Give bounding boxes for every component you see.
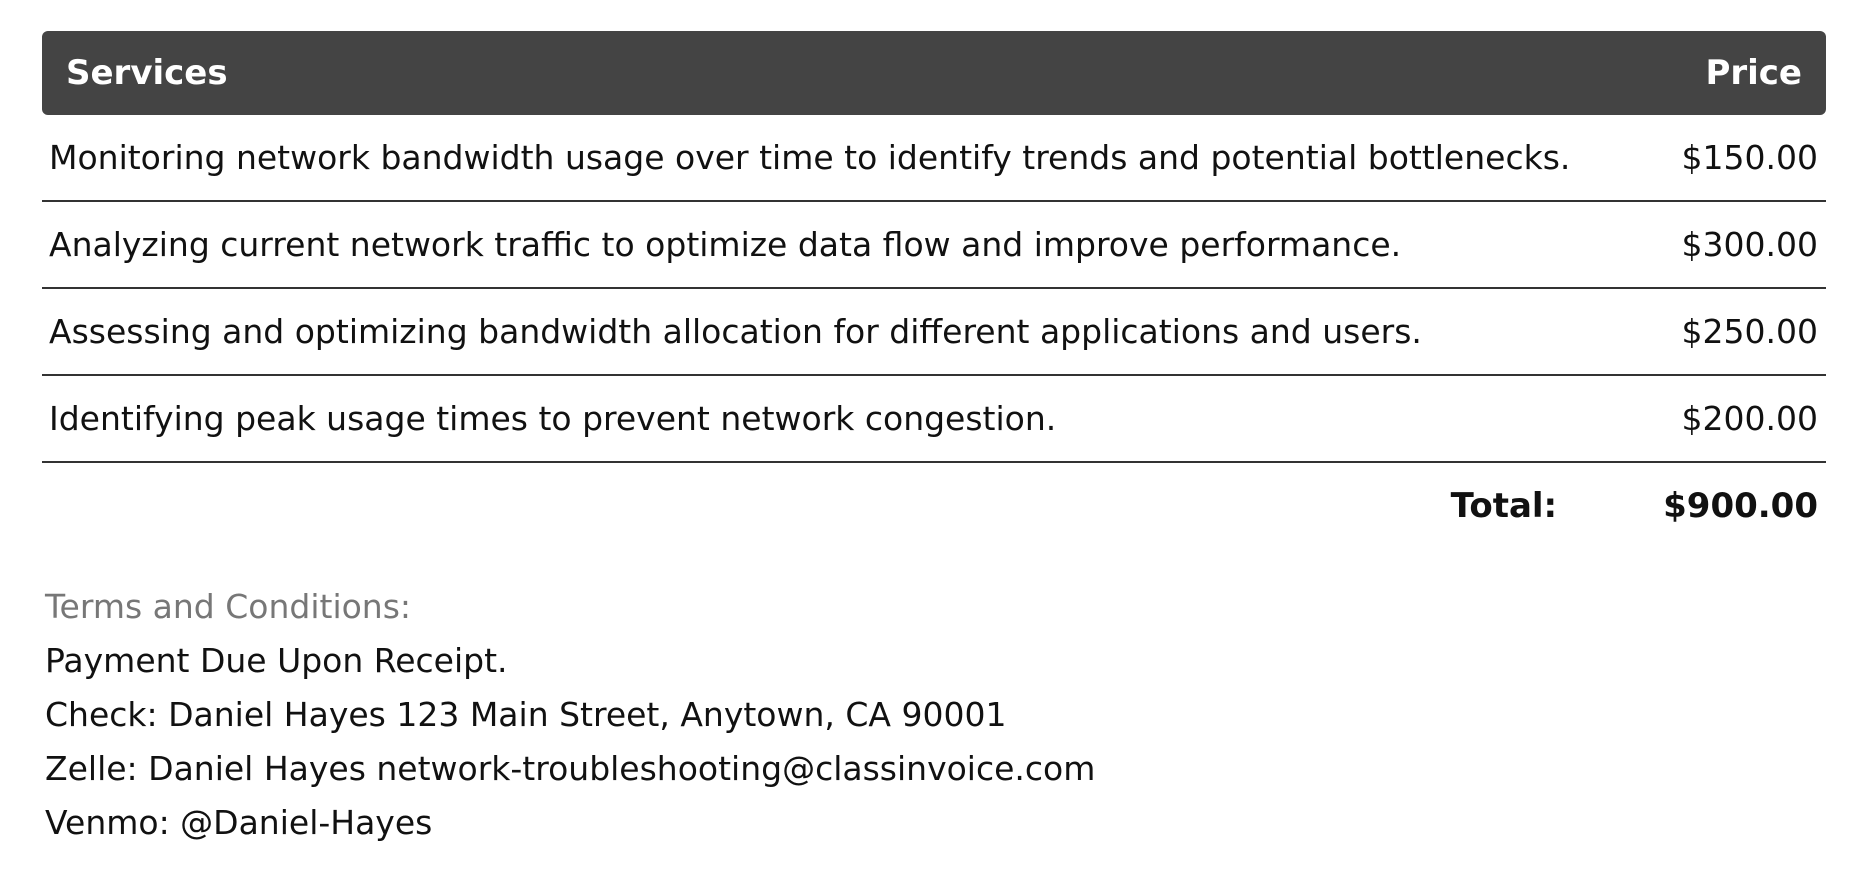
- table-row: [42, 376, 1826, 463]
- terms-payment-due: Payment Due Upon Receipt.: [45, 641, 508, 680]
- service-price: $250.00: [1681, 312, 1818, 351]
- service-price: $300.00: [1681, 225, 1818, 264]
- services-table: [42, 31, 1826, 549]
- table-row: [42, 115, 1826, 202]
- service-description: Identifying peak usage times to prevent network congestion.: [49, 399, 1057, 438]
- terms-section: [45, 580, 1745, 850]
- terms-check: Check: Daniel Hayes 123 Main Street, Anytown, CA 90001: [45, 695, 1007, 734]
- table-row: [42, 289, 1826, 376]
- services-column-header: Services: [66, 53, 228, 93]
- service-description: Analyzing current network traffic to optimize data flow and improve performance.: [49, 225, 1402, 264]
- service-description: Monitoring network bandwidth usage over time to identify trends and potential bottlenecks.: [49, 138, 1571, 177]
- total-label: Total:: [1450, 486, 1558, 526]
- terms-title: Terms and Conditions:: [45, 587, 412, 626]
- service-price: $150.00: [1681, 138, 1818, 177]
- terms-venmo: Venmo: @Daniel-Hayes: [45, 803, 433, 842]
- terms-zelle: Zelle: Daniel Hayes network-troubleshooting@classinvoice.com: [45, 749, 1096, 788]
- table-row: [42, 202, 1826, 289]
- table-header: [42, 31, 1826, 115]
- service-description: Assessing and optimizing bandwidth allocation for different applications and users.: [49, 312, 1422, 351]
- price-column-header: Price: [1705, 53, 1802, 93]
- total-row: [42, 463, 1826, 549]
- service-price: $200.00: [1681, 399, 1818, 438]
- total-value: $900.00: [1663, 486, 1818, 526]
